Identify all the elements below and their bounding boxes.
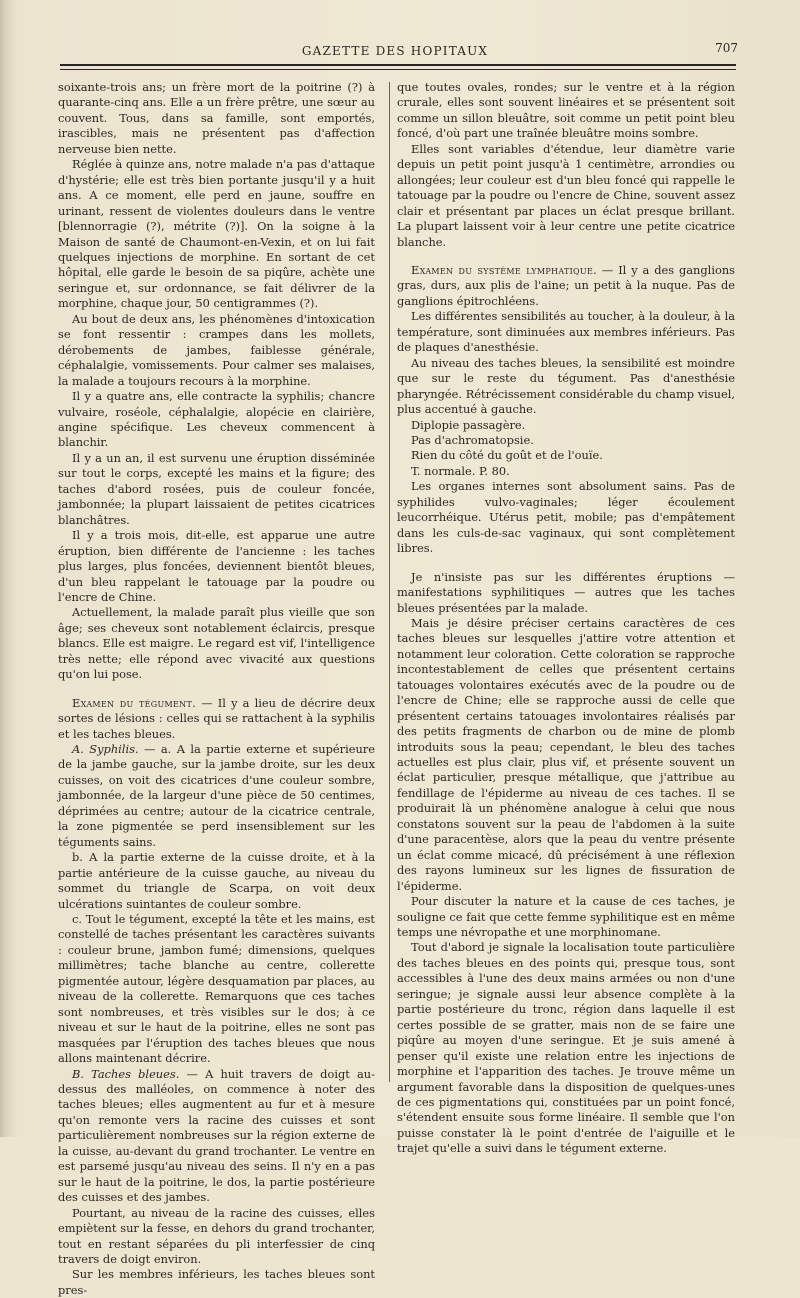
subsection-heading: A. Syphilis. xyxy=(72,742,139,757)
paragraph xyxy=(58,312,375,389)
paragraph-text: Il y a quatre ans, elle contracte la syphilis; chancre vulvaire, roséole, céphalalgie, alopécie en clairière, angine spécifique. Les cheveux commencent à blanchir. xyxy=(58,389,375,450)
paragraph xyxy=(397,418,735,433)
paragraph xyxy=(58,850,375,912)
paragraph-text: Pas d'achromatopsie. xyxy=(411,432,534,447)
header-rule-thin xyxy=(60,69,736,70)
paragraph-text: Rien du côté du goût et de l'ouïe. xyxy=(411,448,603,463)
paragraph xyxy=(58,1267,375,1298)
paragraph-text: Les différentes sensibilités au toucher, à la douleur, à la température, sont diminuées aux membres inférieurs. Pas de plaques d'anesthésie. xyxy=(397,309,735,355)
paragraph xyxy=(397,464,735,479)
paragraph-text: Réglée à quinze ans, notre malade n'a pas d'attaque d'hystérie; elle est très bien portante jusqu'il y a huit ans. A ce moment, elle perd en jaune, souffre en urinant, ressent de violentes douleurs dans le ventre [blennorragie (?), métrite (?)]. On la soigne à la Maison de santé de Chaumont-en-Vexin, et on lui fait quelques injections de morphine. En sortant de cet hôpital, elle garde le besoin de sa piqûre, achète une seringue et, sur ordonnance, se fait délivrer de la morphine, chaque jour, 50 centigrammes (?). xyxy=(58,157,375,311)
paragraph-text: Au bout de deux ans, les phénomènes d'intoxication se font ressentir : crampes dans les mollets, dérobements de jambes, faiblesse générale, céphalalgie, vomissements. Pour calmer ses malaises, la malade a toujours recours à la morphine. xyxy=(58,311,375,388)
paragraph xyxy=(58,605,375,682)
paragraph xyxy=(58,742,375,850)
column-divider xyxy=(389,82,390,1082)
paragraph xyxy=(397,570,735,616)
paragraph xyxy=(397,894,735,940)
paragraph-text: Je n'insiste pas sur les différentes éruptions — manifestations syphilitiques — autres que les taches bleues présentées par la malade. xyxy=(397,569,735,615)
paragraph xyxy=(58,1206,375,1268)
paragraph-text: — a. A la partie externe et supérieure de la jambe gauche, sur la jambe droite, sur les deux cuisses, on voit des cicatrices d'une couleur sombre, jambonnée, de la largeur d'une pièce de 50 centimes, déprimées au centre; autour de la cicatrice centrale, la zone pigmentée se perd insensiblement sur les téguments sains. xyxy=(58,742,375,849)
paragraph xyxy=(397,433,735,448)
paragraph xyxy=(58,389,375,451)
paragraph-text: T. normale. P. 80. xyxy=(411,463,510,478)
paragraph-text: que toutes ovales, rondes; sur le ventre et à la région crurale, elles sont souvent linéaires et se présentent soit comme un sillon bleuâtre, soit comme un petit point bleu foncé, d'où part une traînée bleuâtre moins sombre. xyxy=(397,80,735,141)
paragraph xyxy=(58,912,375,1067)
paragraph xyxy=(397,940,735,1156)
paragraph xyxy=(397,263,735,309)
paragraph xyxy=(397,616,735,894)
paragraph xyxy=(58,451,375,528)
paragraph xyxy=(58,696,375,742)
paragraph xyxy=(58,1067,375,1206)
paragraph-text: Il y a un an, il est survenu une éruption disséminée sur tout le corps, excepté les mains et la figure; des taches d'abord rosées, puis de couleur foncée, jambonnée; la plupart laissaient de petites cicatrices blanchâtres. xyxy=(58,450,375,527)
paragraph xyxy=(397,142,735,250)
paragraph-text: Mais je désire préciser certains caractères de ces taches bleues sur lesquelles j'attire votre attention et notamment leur coloration. Cette coloration se rapproche incontestablement de celles que présentent certains tatouages volontaires exécutés avec de la poudre ou de l'encre de Chine; elle se rapproche aussi de celle que présentent certains tatouages involontaires réalisés par des petits fragments de charbon ou de mine de plomb introduits sous la peau; cependant, le bleu des taches actuelles est plus clair, plus vif, et présente souvent un éclat particulier, presque métallique, que j'attribue au fendillage de l'épiderme au niveau de ces taches. Il se produirait là un phénomène analogue à celui que nous constatons souvent sur la peau de l'abdomen à la suite d'une paracentèse, alors que la peau du ventre présente un éclat comme micacé, dû précisément à une réflexion des rayons lumineux sur les lignes de fissuration de l'épiderme. xyxy=(397,615,735,893)
section-heading: Examen du système lymphatique. xyxy=(411,262,598,277)
section-heading: Examen du tégument. xyxy=(72,695,197,710)
paragraph-text: Pour discuter la nature et la cause de ces taches, je souligne ce fait que cette femme syphilitique est en même temps une névropathe et une morphinomane. xyxy=(397,894,735,940)
paragraph-text: — Il y a des ganglions gras, durs, aux plis de l'aine; un petit à la nuque. Pas de ganglions épitrochléens. xyxy=(397,262,736,308)
running-header: GAZETTE DES HOPITAUX xyxy=(301,44,489,58)
paragraph-text: Diplopie passagère. xyxy=(411,417,526,432)
subsection-heading: B. Taches bleues. xyxy=(72,1066,180,1081)
paragraph-text: c. Tout le tégument, excepté la tête et les mains, est constellé de taches présentant les caractères suivants : couleur brune, jambon fumé; dimensions, quelques millimètres; tache blanche au centre, collerette pigmentée autour, légère desquamation par places, au niveau de la collerette. Remarquons que ces taches sont nombreuses, et très visibles sur le dos; à ce niveau et sur le haut de la poitrine, elles ne sont pas masquées par l'éruption des taches bleues que nous allons maintenant décrire. xyxy=(58,912,375,1066)
paragraph-text: — Il y a lieu de décrire deux sortes de lésions : celles qui se rattachent à la syphilis et les taches bleues. xyxy=(58,695,375,741)
paragraph xyxy=(397,448,735,463)
paragraph-text: Actuellement, la malade paraît plus vieille que son âge; ses cheveux sont notablement éclaircis, presque blancs. Elle est maigre. Le regard est vif, l'intelligence très nette; elle répond avec vivacité aux questions qu'on lui pose. xyxy=(58,605,375,682)
header-rule-thick xyxy=(60,64,736,66)
paragraph-text: Elles sont variables d'étendue, leur diamètre varie depuis un petit point jusqu'à 1 centimètre, arrondies ou allongées; leur couleur est d'un bleu foncé qui rappelle le tatouage par la poudre ou l'encre de Chine, souvent assez clair et présentant par places un éclat presque brillant. La plupart laissent voir à leur centre une petite cicatrice blanche. xyxy=(397,141,735,249)
paragraph-text: b. A la partie externe de la cuisse droite, et à la partie antérieure de la cuisse gauche, au niveau du sommet du triangle de Scarpa, on voit deux ulcérations suintantes de couleur sombre. xyxy=(58,850,375,911)
paragraph xyxy=(397,309,735,355)
page-number: 707 xyxy=(715,41,738,55)
paragraph-text: Pourtant, au niveau de la racine des cuisses, elles empiètent sur la fesse, en dehors du grand trochanter, tout en restant séparées du pli interfessier de cinq travers de doigt environ. xyxy=(58,1205,375,1266)
paragraph xyxy=(58,80,375,157)
right-column xyxy=(397,80,735,1157)
paragraph-text: soixante-trois ans; un frère mort de la poitrine (?) à quarante-cinq ans. Elle a un frère prêtre, une sœur au couvent. Tous, dans sa famille, sont emportés, irascibles, mais ne présentent pas d'affection nerveuse bien nette. xyxy=(58,80,375,156)
paragraph xyxy=(397,479,735,556)
paragraph-text: Les organes internes sont absolument sains. Pas de syphilides vulvo-vaginales; léger écoulement leucorrhéique. Utérus petit, mobile; pas d'empâtement dans les culs-de-sac vaginaux, qui sont complètement libres. xyxy=(397,479,735,556)
paragraph-text: Au niveau des taches bleues, la sensibilité est moindre que sur le reste du tégument. Pas d'anesthésie pharyngée. Rétrécissement considérable du champ visuel, plus accentué à gauche. xyxy=(397,355,735,417)
paragraph-text: Il y a trois mois, dit-elle, est apparue une autre éruption, bien différente de l'ancienne : les taches plus larges, plus foncées, deviennent bientôt bleues, d'un bleu rappelant le tatouage par la poudre ou l'encre de Chine. xyxy=(58,528,375,604)
paragraph xyxy=(58,528,375,605)
paragraph xyxy=(58,157,375,312)
left-column xyxy=(58,80,375,1298)
paragraph xyxy=(397,80,735,142)
paragraph-text: Tout d'abord je signale la localisation toute particulière des taches bleues en des points qui, presque tous, sont accessibles à l'une des deux mains armées ou non d'une seringue; je signale aussi leur absence complète à la partie postérieure du tronc, région dans laquelle il est certes possible de se gratter, mais non de se faire une piqûre au moyen d'une seringue. Et je suis amené à penser qu'il existe une relation entre les injections de morphine et l'apparition des taches. Je trouve même un argument favorable dans la disposition de quelques-unes de ces pigmentations qui, constituées par un point foncé, s'étendent ensuite sous forme linéaire. Il semble que l'on puisse constater là le point d'entrée de l'aiguille et le trajet qu'elle a suivi dans le tégument externe. xyxy=(397,940,735,1156)
paragraph-text: — A huit travers de doigt au-dessus des malléoles, on commence à noter des taches bleues; elles augmentent au fur et à mesure qu'on remonte vers la racine des cuisses et sont particulièrement nombreuses sur la région externe de la cuisse, au-devant du grand trochanter. Le ventre en est parsemé jusqu'au niveau des seins. Il n'y en a pas sur le haut de la poitrine, le dos, la partie postérieure des cuisses et des jambes. xyxy=(58,1066,375,1205)
paragraph-text: Sur les membres inférieurs, les taches bleues sont pres- xyxy=(58,1267,375,1297)
paragraph xyxy=(397,356,735,418)
